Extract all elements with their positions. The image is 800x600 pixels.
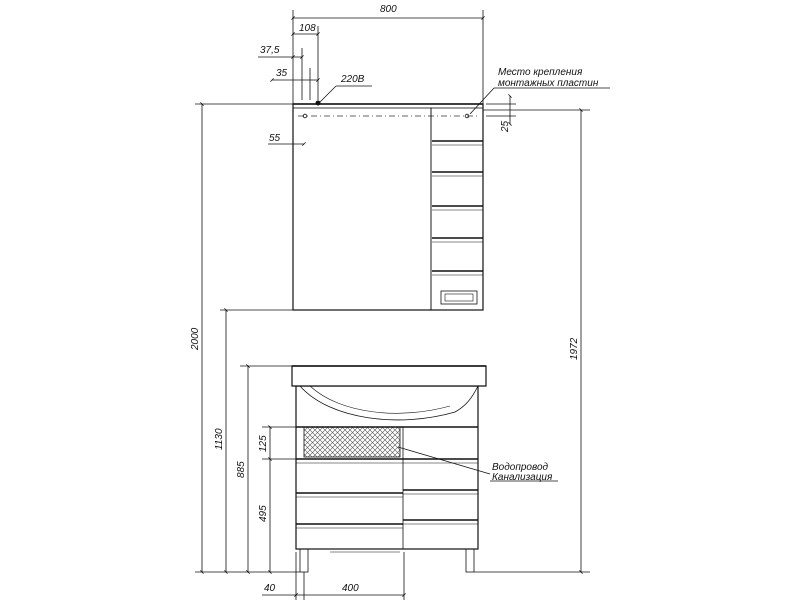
dim-40: 40 <box>264 583 276 594</box>
power-label: 220В <box>341 74 365 85</box>
utility-zone-hatch <box>304 427 400 457</box>
vanity-unit <box>292 366 486 572</box>
washbasin-top <box>292 366 486 386</box>
mount-label-line2: монтажных пластин <box>498 78 599 89</box>
sewer-label: Канализация <box>492 472 553 483</box>
dim-1972: 1972 <box>569 337 580 360</box>
dim-885: 885 <box>236 461 247 478</box>
dim-2000: 2000 <box>190 327 201 350</box>
dim-25: 25 <box>500 120 511 132</box>
dim-35: 35 <box>276 68 288 79</box>
dim-108: 108 <box>299 23 316 34</box>
dim-55: 55 <box>269 133 281 144</box>
dim-37-5: 37,5 <box>260 45 280 56</box>
dim-400: 400 <box>342 583 359 594</box>
dim-1130: 1130 <box>214 428 225 450</box>
leg-left <box>300 549 308 572</box>
dim-800: 800 <box>380 4 397 15</box>
mirror-cabinet-frame <box>293 104 483 310</box>
dim-125: 125 <box>258 435 269 452</box>
water-label: Водопровод <box>492 462 549 473</box>
power-outlet-point <box>316 101 321 106</box>
leg-right <box>466 549 474 572</box>
mirror-cabinet <box>293 101 483 311</box>
mount-label-line1: Место крепления <box>498 67 583 78</box>
dim-495: 495 <box>258 505 269 522</box>
